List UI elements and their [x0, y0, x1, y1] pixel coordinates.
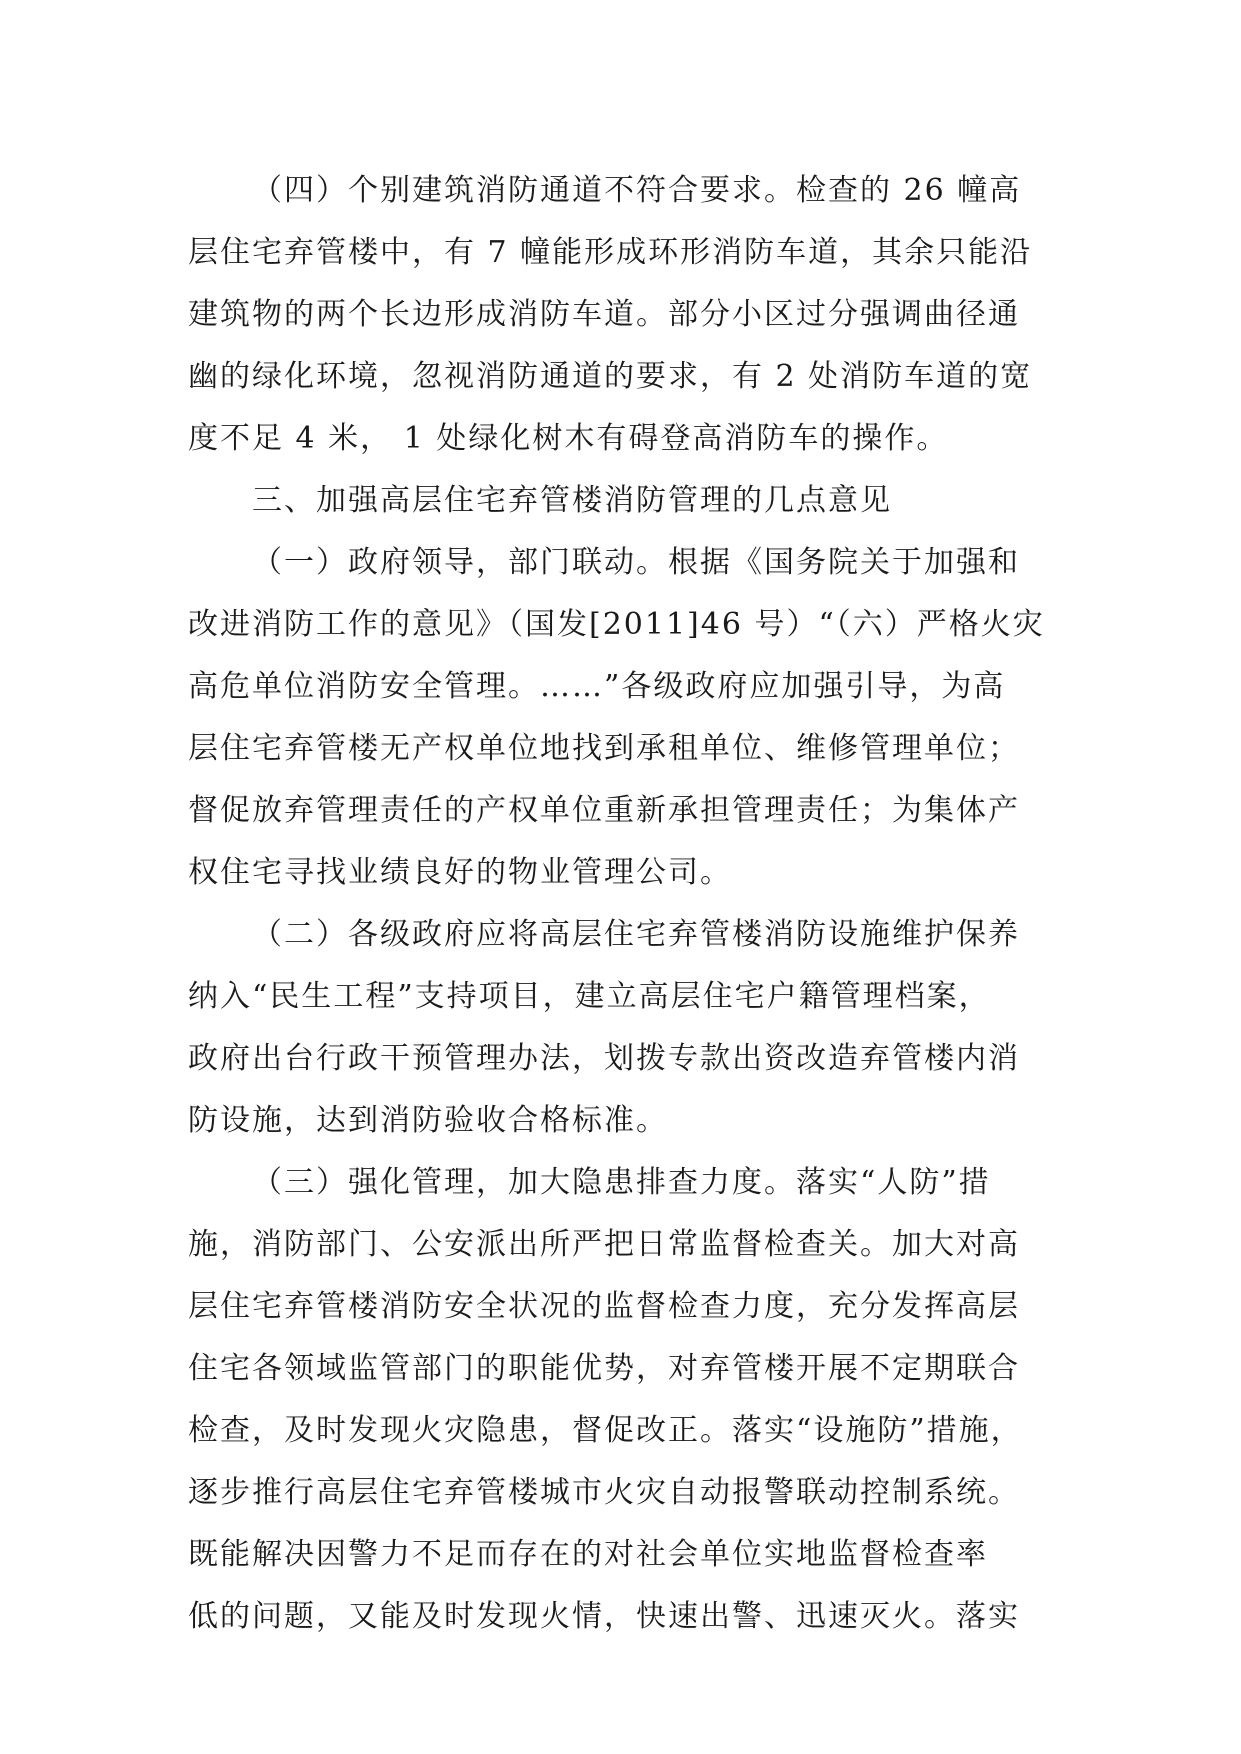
paragraph-line: 住宅各领域监管部门的职能优势，对弃管楼开展不定期联合: [188, 1351, 1020, 1386]
paragraph-line: 建筑物的两个长边形成消防车道。部分小区过分强调曲径通: [188, 297, 1020, 332]
paragraph-line: （二）各级政府应将高层住宅弃管楼消防设施维护保养: [252, 917, 1020, 952]
paragraph-line: 层住宅弃管楼无产权单位地找到承租单位、维修管理单位；: [188, 731, 1020, 766]
paragraph-line: 改进消防工作的意见》（国发[2011]46 号）“（六）严格火灾: [188, 607, 1045, 642]
paragraph-line: 度不足 4 米， 1 处绿化树木有碍登高消防车的操作。: [188, 421, 949, 456]
paragraph-line: 施，消防部门、公安派出所严把日常监督检查关。加大对高: [188, 1227, 1020, 1262]
paragraph-line: 既能解决因警力不足而存在的对社会单位实地监督检查率: [188, 1537, 988, 1572]
paragraph-line: 高危单位消防安全管理。……”各级政府应加强引导，为高: [188, 669, 1006, 704]
document-body: [188, 160, 1068, 1648]
paragraph-line: 政府出台行政干预管理办法，划拨专款出资改造弃管楼内消: [188, 1041, 1020, 1076]
paragraph-line: 层住宅弃管楼中，有 7 幢能形成环形消防车道，其余只能沿: [188, 235, 1033, 270]
paragraph-line: 逐步推行高层住宅弃管楼城市火灾自动报警联动控制系统。: [188, 1475, 1020, 1510]
paragraph-line: 纳入“民生工程”支持项目，建立高层住宅户籍管理档案，: [188, 979, 991, 1014]
paragraph-line: 防设施，达到消防验收合格标准。: [188, 1103, 668, 1138]
section-heading: 三、加强高层住宅弃管楼消防管理的几点意见: [252, 483, 892, 518]
paragraph-line: 权住宅寻找业绩良好的物业管理公司。: [188, 855, 732, 890]
paragraph-line: 层住宅弃管楼消防安全状况的监督检查力度，充分发挥高层: [188, 1289, 1020, 1324]
paragraph-line: 幽的绿化环境，忽视消防通道的要求，有 2 处消防车道的宽: [188, 359, 1033, 394]
paragraph-line: 检查，及时发现火灾隐患，督促改正。落实“设施防”措施，: [188, 1413, 1023, 1448]
paragraph-line: 低的问题，又能及时发现火情，快速出警、迅速灭火。落实: [188, 1599, 1020, 1634]
paragraph-line: （三）强化管理，加大隐患排查力度。落实“人防”措: [252, 1165, 991, 1200]
paragraph-line: （四）个别建筑消防通道不符合要求。检查的 26 幢高: [252, 173, 1022, 208]
paragraph-line: 督促放弃管理责任的产权单位重新承担管理责任；为集体产: [188, 793, 1020, 828]
paragraph-line: （一）政府领导，部门联动。根据《国务院关于加强和: [252, 545, 1020, 580]
